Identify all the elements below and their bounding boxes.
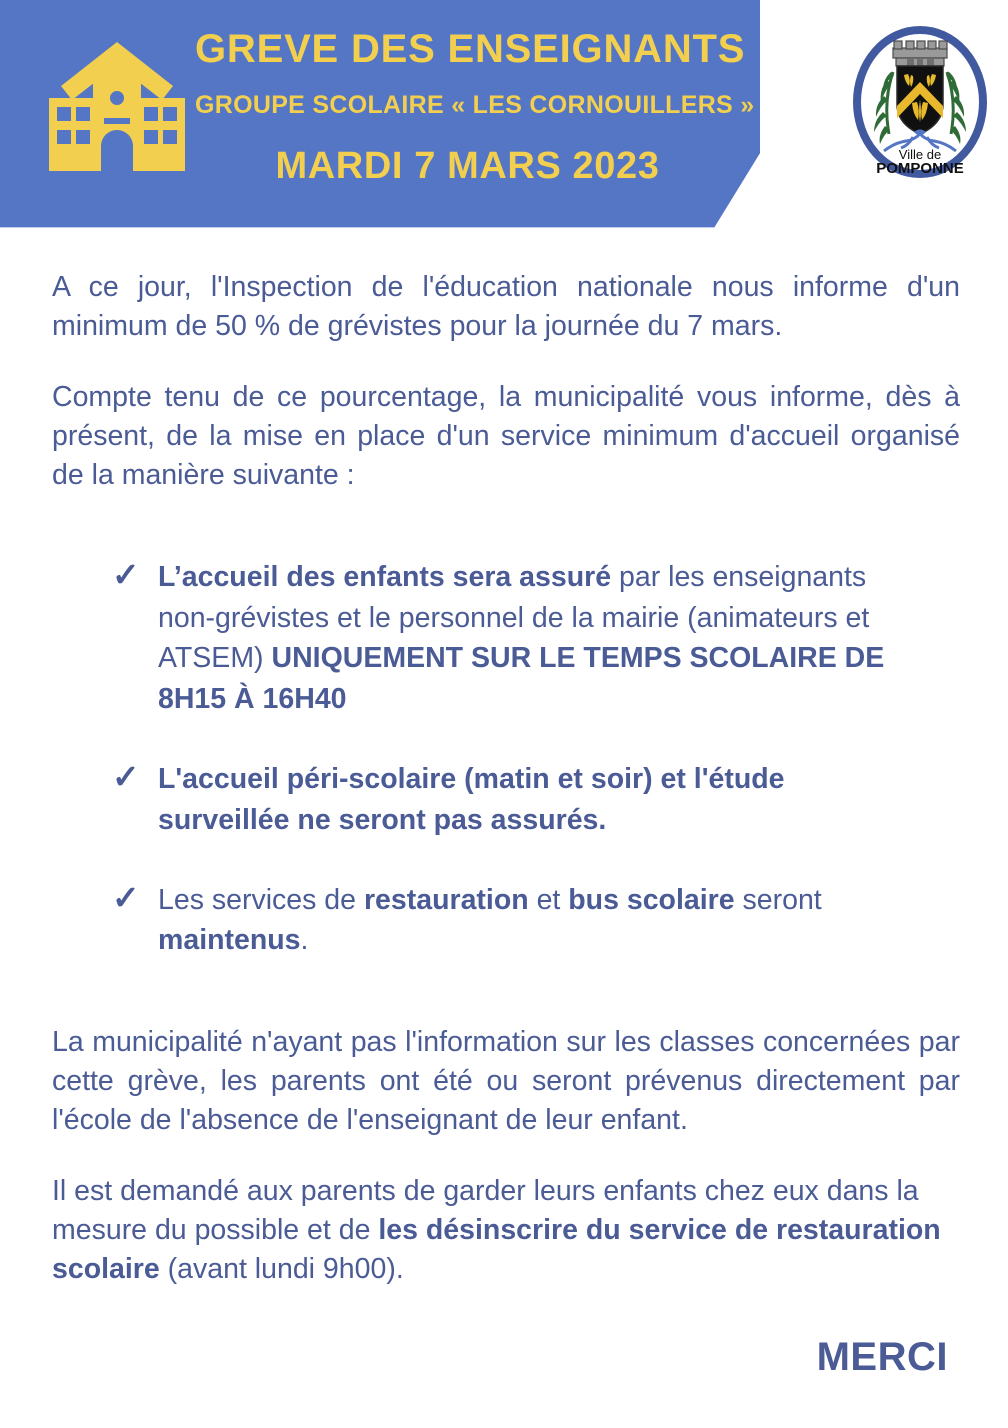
page-title: GREVE DES ENSEIGNANTS bbox=[195, 27, 746, 71]
notice-body bbox=[52, 268, 960, 1289]
paragraph-class-info: La municipalité n'ayant pas l'information sur les classes concernées par cette grève, les parents ont été ou seront prévenus directement par l'école de l'absence de l'enseignant de leur enfant. bbox=[52, 1025, 960, 1136]
list-item-segment: Les services de bbox=[158, 883, 364, 916]
spacer bbox=[52, 1140, 960, 1172]
header-banner bbox=[0, 0, 1008, 232]
spacer bbox=[52, 961, 960, 1023]
check-icon: ✓ bbox=[112, 878, 140, 916]
list-item-text: L'accueil péri-scolaire (matin et soir) et l'étude surveillée ne seront pas assurés. bbox=[158, 763, 785, 836]
list-item bbox=[110, 759, 922, 840]
closing-segment: (avant lundi 9h00). bbox=[159, 1253, 404, 1286]
school-group-subtitle: GROUPE SCOLAIRE « LES CORNOUILLERS » bbox=[195, 91, 755, 119]
check-icon: ✓ bbox=[112, 758, 140, 796]
paragraph-arrangements-intro: Compte tenu de ce pourcentage, la municipalité vous informe, dès à présent, de la mise en place d'un service minimum d'accueil organisé de la manière suivante : bbox=[52, 381, 960, 492]
logo-line2: POMPONNE bbox=[876, 160, 964, 177]
header-text-block bbox=[195, 27, 755, 188]
spacer bbox=[52, 495, 960, 557]
list-item-segment: L’accueil des enfants sera assuré bbox=[158, 561, 612, 594]
check-icon: ✓ bbox=[112, 556, 140, 594]
list-item-segment: seront bbox=[734, 883, 822, 916]
list-item-segment: et bbox=[528, 883, 569, 916]
spacer bbox=[52, 346, 960, 378]
paragraph-intro: A ce jour, l'Inspection de l'éducation nationale nous informe d'un minimum de 50 % de grévistes pour la journée du 7 mars. bbox=[52, 271, 960, 343]
list-item-segment: UNIQUEMENT SUR LE TEMPS SCOLAIRE DE 8H15 À 16H40 bbox=[158, 642, 885, 715]
list-item-segment: maintenus bbox=[158, 924, 301, 957]
list-item-segment: restauration bbox=[363, 883, 529, 916]
closing-segment: Il est demandé aux parents de garder leurs enfants chez eux dans la mesure du possible et de bbox=[52, 1175, 919, 1247]
list-item-segment: bus scolaire bbox=[568, 883, 735, 916]
list-item bbox=[110, 880, 922, 961]
list-item-segment: par les enseignants non-grévistes et le personnel de la mairie (animateurs et ATSEM) bbox=[158, 561, 870, 675]
logo-line1: Ville de bbox=[898, 147, 942, 162]
service-checklist bbox=[110, 557, 922, 961]
list-item-text bbox=[158, 561, 884, 714]
school-building-icon bbox=[42, 38, 192, 183]
list-item bbox=[110, 557, 922, 719]
list-item-segment: . bbox=[300, 924, 309, 957]
list-item-text bbox=[158, 884, 822, 956]
closing-segment-bold: les désinscrire du service de restauration scolaire bbox=[52, 1214, 941, 1286]
thanks-text: MERCI bbox=[816, 1335, 948, 1379]
ville-de-pomponne-crest bbox=[851, 26, 989, 178]
event-date: MARDI 7 MARS 2023 bbox=[275, 145, 660, 188]
paragraph-closing bbox=[52, 1172, 960, 1289]
